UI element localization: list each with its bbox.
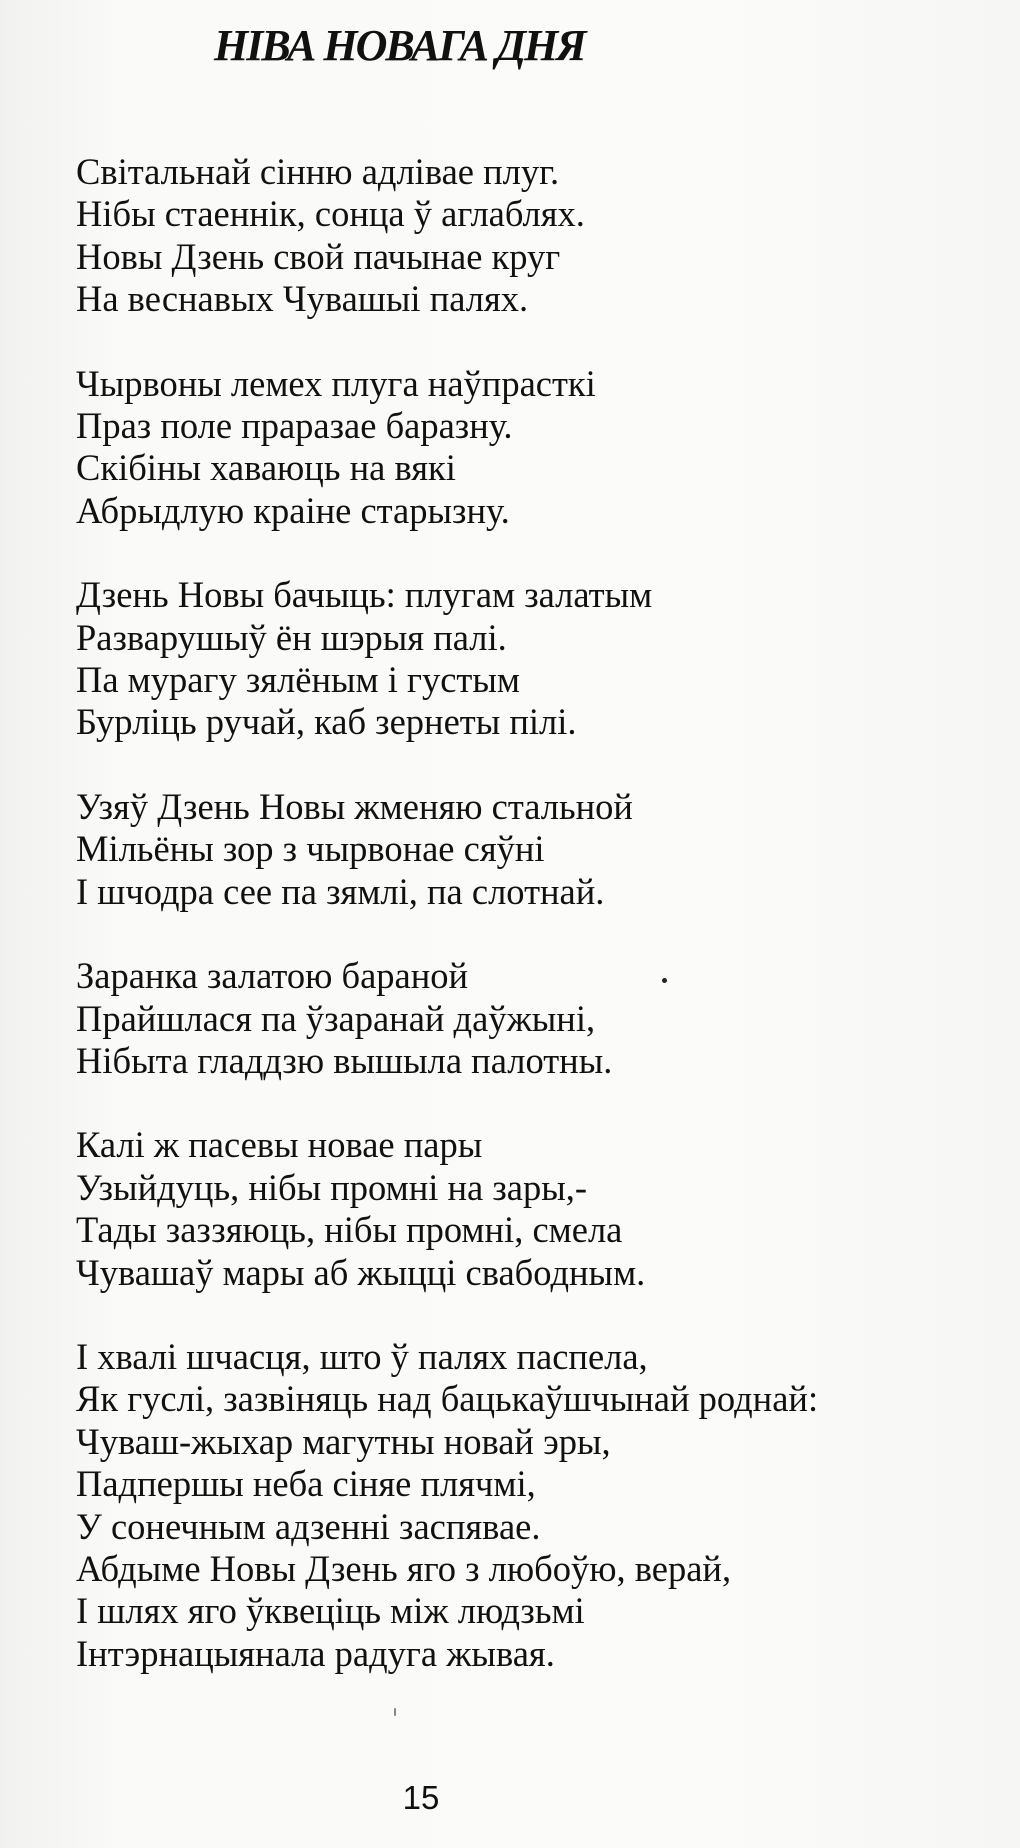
poem-line: Інтэрнацыянала радуга жывая. <box>76 1632 555 1674</box>
ink-speck <box>662 978 667 983</box>
poem-line: Заранка залатою бараной <box>76 955 469 997</box>
poem-line: І шчодра сее па зямлі, па слотнай. <box>76 870 605 912</box>
poem-line: Новы Дзень свой пачынае круг <box>76 235 561 277</box>
poem-line: Чувашаў мары аб жыцці свабодным. <box>76 1251 646 1293</box>
poem-line: Узяў Дзень Новы жменяю стальной <box>76 785 633 827</box>
stanza <box>76 363 1006 533</box>
stanza <box>76 1336 1006 1675</box>
poem-line: Падпершы неба сіняе плячмі, <box>76 1463 536 1505</box>
stanza <box>76 955 1006 1082</box>
poem-line: Па мурагу зялёным і густым <box>76 659 520 701</box>
poem-line: Мільёны зор з чырвонае сяўні <box>76 828 545 870</box>
stanza <box>76 1124 1006 1294</box>
poem-line: У сонечным адзенні заспявае. <box>76 1505 541 1547</box>
poem-line: Тады заззяюць, нібы промні, смела <box>76 1209 623 1251</box>
poem-line: Дзень Новы бачыць: плугам залатым <box>76 574 653 616</box>
poem-line: Разварушыў ён шэрыя палі. <box>76 616 507 658</box>
poem-line: Чуваш-жыхар магутны новай эры, <box>76 1420 611 1462</box>
poem-line: Чырвоны лемех плуга наўпрасткі <box>76 362 596 404</box>
poem-line: Як гуслі, зазвіняць над бацькаўшчынай роднай: <box>76 1378 819 1420</box>
poem-line: На веснавых Чувашыі палях. <box>76 278 529 320</box>
poem-line: І шлях яго ўквеціць між людзьмі <box>76 1590 585 1632</box>
poem-title: НІВА НОВАГА ДНЯ <box>214 21 585 70</box>
poem-line: Калі ж пасевы новае пары <box>76 1124 483 1166</box>
poem-line: Прайшлася па ўзаранай даўжыні, <box>76 997 596 1039</box>
poem-line: Бурліць ручай, каб зернеты пілі. <box>76 701 577 743</box>
poem-line: Нібы стаеннік, сонца ў аглаблях. <box>76 193 585 235</box>
poem-line: Абдыме Новы Дзень яго з любоўю, верай, <box>76 1547 732 1589</box>
stanza <box>76 786 1006 913</box>
page-number: 15 <box>402 1779 440 1816</box>
poem-line: Узыйдуць, нібы промні на зары,- <box>76 1166 588 1208</box>
poem-body <box>76 151 1006 1717</box>
poem-line: Праз поле праразае баразну. <box>76 405 513 447</box>
poem-line: Нібыта гладдзю вышыла палотны. <box>76 1039 613 1081</box>
poem-line: Скібіны хаваюць на вякі <box>76 447 456 489</box>
poem-line: І хвалі шчасця, што ў палях паспела, <box>76 1335 648 1377</box>
ink-speck <box>394 1708 396 1716</box>
stanza <box>76 574 1006 744</box>
poem-line: Світальнай сінню адлівае плуг. <box>76 151 560 192</box>
stanza <box>76 151 1006 321</box>
poem-line: Абрыдлую краіне старызну. <box>76 489 510 531</box>
